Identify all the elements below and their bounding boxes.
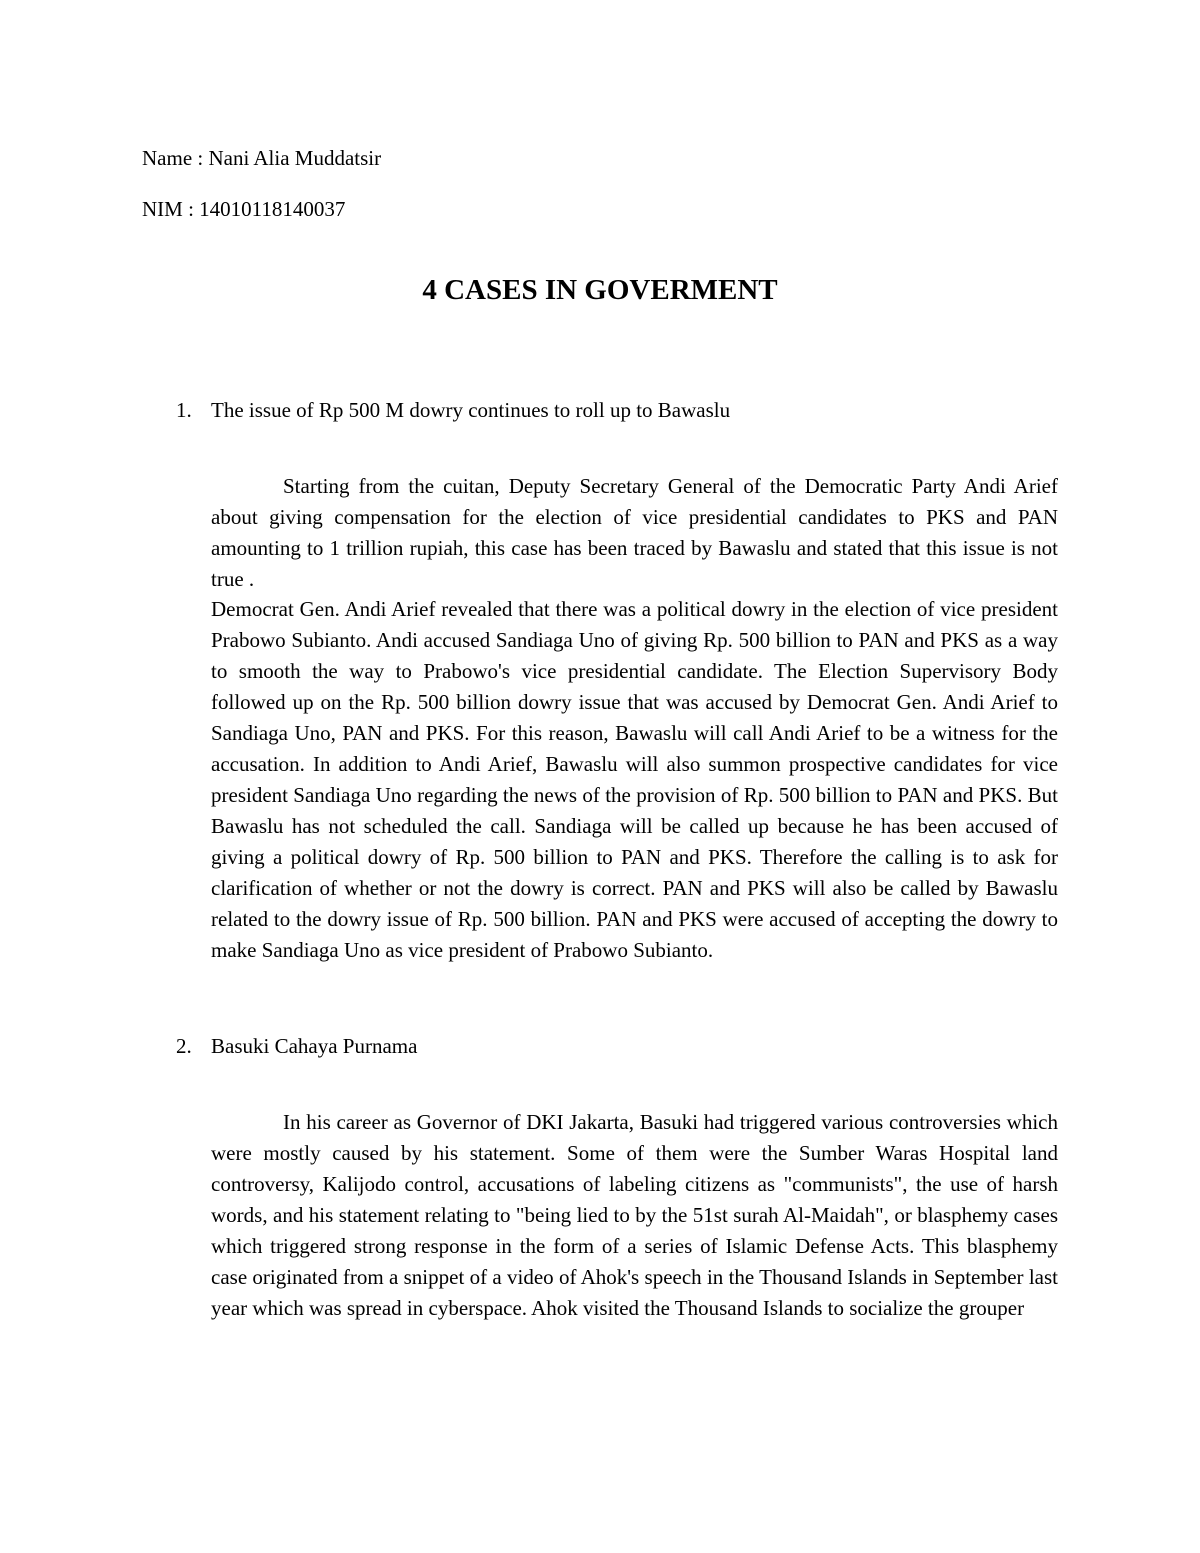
body-paragraph: In his career as Governor of DKI Jakarta, Basuki had triggered various controversies which were mostly caused by his statement. Some of them were the Sumber Waras Hospital land controversy, Kalijodo control, accusations of labeling citizens as "communists", the use of harsh words, and his statement relating to "being lied to by the 51st surah Al-Maidah", or blasphemy cases which triggered strong response in the form of a series of Islamic Defense Acts. This blasphemy case originated from a snippet of a video of Ahok's speech in the Thousand Islands in September last year which was spread in cyberspace. Ahok visited the Thousand Islands to socialize the grouper xyxy=(211,1110,1058,1320)
list-item-heading xyxy=(176,1033,417,1059)
document-title: 4 CASES IN GOVERMENT xyxy=(422,274,778,306)
list-item-number: 2. xyxy=(176,1034,192,1058)
student-nim: NIM : 14010118140037 xyxy=(142,197,346,221)
list-item-number: 1. xyxy=(176,398,192,422)
list-item-heading xyxy=(176,397,730,423)
list-item-heading-text: Basuki Cahaya Purnama xyxy=(211,1034,418,1058)
body-paragraph: Starting from the cuitan, Deputy Secretary General of the Democratic Party Andi Arief about giving compensation for the election of vice presidential candidates to PKS and PAN amounting to 1 trillion rupiah, this case has been traced by Bawaslu and stated that this issue is not true . xyxy=(211,474,1058,591)
body-paragraph: Democrat Gen. Andi Arief revealed that there was a political dowry in the election of vice president Prabowo Subianto. Andi accused Sandiaga Uno of giving Rp. 500 billion to PAN and PKS as a way to smooth the way to Prabowo's vice presidential candidate. The Election Supervisory Body followed up on the Rp. 500 billion dowry issue that was accused by Democrat Gen. Andi Arief to Sandiaga Uno, PAN and PKS. For this reason, Bawaslu will call Andi Arief to be a witness for the accusation. In addition to Andi Arief, Bawaslu will also summon prospective candidates for vice president Sandiaga Uno regarding the news of the provision of Rp. 500 billion to PAN and PKS. But Bawaslu has not scheduled the call. Sandiaga will be called up because he has been accused of giving a political dowry of Rp. 500 billion to PAN and PKS. Therefore the calling is to ask for clarification of whether or not the dowry is correct. PAN and PKS will also be called by Bawaslu related to the dowry issue of Rp. 500 billion. PAN and PKS were accused of accepting the dowry to make Sandiaga Uno as vice president of Prabowo Subianto. xyxy=(211,597,1058,962)
student-name: Name : Nani Alia Muddatsir xyxy=(142,146,382,170)
list-item-heading-text: The issue of Rp 500 M dowry continues to roll up to Bawaslu xyxy=(211,398,731,422)
